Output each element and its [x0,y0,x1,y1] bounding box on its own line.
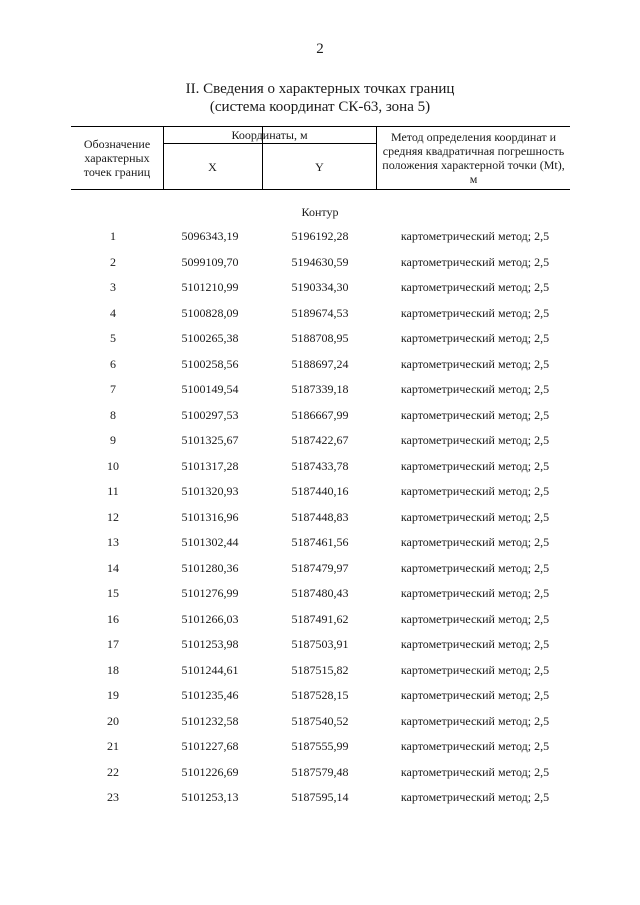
coord-y: 5188697,24 [291,356,349,371]
table-row [0,483,640,509]
point-number: 22 [107,764,119,779]
method-cell: картометрический метод; 2,5 [400,586,550,600]
coord-x: 5100297,53 [181,407,239,422]
table-row [0,381,640,407]
coord-y: 5187503,91 [291,637,349,651]
point-number: 17 [107,637,119,651]
section-label: Контур [301,205,339,219]
method-cell: картометрический метод; 2,5 [400,407,550,422]
coord-y: 5187480,43 [291,586,349,600]
table-row [0,254,640,280]
coord-x: 5101235,46 [181,688,239,702]
table-row [0,687,640,713]
coord-y: 5187448,83 [291,509,349,524]
table-body [0,228,640,815]
point-number: 6 [110,356,116,371]
coord-y: 5187440,16 [291,484,349,498]
coord-x: 5101280,36 [181,560,239,575]
table-row [0,458,640,484]
table-row [0,662,640,688]
coord-y: 5194630,59 [291,254,349,269]
table-row [0,611,640,637]
method-cell: картометрический метод; 2,5 [400,637,550,651]
coord-x: 5101253,13 [181,790,239,804]
method-cell: картометрический метод; 2,5 [400,458,550,473]
coord-x: 5101210,99 [181,280,239,294]
table-row [0,432,640,458]
coord-x: 5096343,19 [181,229,239,243]
method-cell: картометрический метод; 2,5 [400,509,550,524]
header-y: Y [315,159,324,174]
table-row [0,228,640,254]
table-row [0,407,640,433]
point-number: 7 [110,382,116,396]
method-cell: картометрический метод; 2,5 [400,280,550,294]
method-cell: картометрический метод; 2,5 [400,611,550,626]
point-number: 12 [107,509,119,524]
header-method: Метод определения координат и средняя квадратичная погрешность положения характерной точки (Mt), м [382,130,565,186]
title-line-1: II. Сведения о характерных точках границ [185,81,455,97]
method-cell: картометрический метод; 2,5 [400,484,550,498]
table-row [0,713,640,739]
coord-x: 5101227,68 [181,739,239,753]
coord-y: 5189674,53 [291,305,349,320]
point-number: 4 [110,305,116,320]
table-row [0,636,640,662]
point-number: 3 [110,280,116,294]
point-number: 8 [110,407,116,422]
method-cell: картометрический метод; 2,5 [400,713,550,728]
coord-y: 5190334,30 [291,280,349,294]
coord-y: 5187528,15 [291,688,349,702]
coord-x: 5101320,93 [181,484,239,498]
point-number: 9 [110,433,116,447]
point-number: 5 [110,331,116,345]
point-number: 19 [107,688,119,702]
point-number: 15 [107,586,119,600]
coord-x: 5100265,38 [181,331,239,345]
coord-x: 5101253,98 [181,637,239,651]
coord-y: 5187339,18 [291,382,349,396]
table-row [0,789,640,815]
coord-y: 5187595,14 [291,790,349,804]
coord-x: 5101325,67 [181,433,239,447]
table-row [0,534,640,560]
method-cell: картометрический метод; 2,5 [400,433,550,447]
table-row [0,560,640,586]
coord-x: 5100149,54 [181,382,239,396]
method-cell: картометрический метод; 2,5 [400,305,550,320]
coord-x: 5101266,03 [181,611,239,626]
table-row [0,585,640,611]
point-number: 10 [107,458,119,473]
method-cell: картометрический метод; 2,5 [400,739,550,753]
method-cell: картометрический метод; 2,5 [400,356,550,371]
table-row [0,305,640,331]
header-designation: Обозначение характерных точек границ [83,137,151,179]
method-cell: картометрический метод; 2,5 [400,764,550,779]
table-header [71,126,570,190]
method-cell: картометрический метод; 2,5 [400,229,550,243]
point-number: 21 [107,739,119,753]
coord-y: 5187540,52 [291,713,349,728]
table-row [0,764,640,790]
coord-y: 5187479,97 [291,560,349,575]
header-x: X [208,159,217,174]
point-number: 11 [107,484,119,498]
point-number: 13 [107,535,119,549]
page-number: 2 [316,41,324,57]
coord-x: 5101302,44 [181,535,239,549]
title-line-2: (система координат СК-63, зона 5) [209,99,431,115]
method-cell: картометрический метод; 2,5 [400,560,550,575]
coord-x: 5101316,96 [181,509,239,524]
coord-x: 5101276,99 [181,586,239,600]
point-number: 14 [107,560,119,575]
point-number: 18 [107,662,119,677]
point-number: 16 [107,611,119,626]
method-cell: картометрический метод; 2,5 [400,688,550,702]
document-title [0,80,640,116]
method-cell: картометрический метод; 2,5 [400,662,550,677]
coord-x: 5101317,28 [181,458,239,473]
table-row [0,738,640,764]
point-number: 20 [107,713,119,728]
point-number: 1 [110,229,116,243]
coord-x: 5101244,61 [181,662,239,677]
coord-y: 5196192,28 [291,229,349,243]
header-coordinates: Координаты, м [231,128,308,142]
coord-x: 5100258,56 [181,356,239,371]
coord-x: 5101226,69 [181,764,239,779]
coord-y: 5187579,48 [291,764,349,779]
coord-x: 5101232,58 [181,713,239,728]
point-number: 2 [110,254,116,269]
coord-x: 5100828,09 [181,305,239,320]
coord-y: 5186667,99 [291,407,349,422]
method-cell: картометрический метод; 2,5 [400,382,550,396]
coord-y: 5187555,99 [291,739,349,753]
method-cell: картометрический метод; 2,5 [400,790,550,804]
coord-x: 5099109,70 [181,254,239,269]
table-row [0,330,640,356]
coord-y: 5187461,56 [291,535,349,549]
method-cell: картометрический метод; 2,5 [400,331,550,345]
coord-y: 5188708,95 [291,331,349,345]
coord-y: 5187433,78 [291,458,349,473]
method-cell: картометрический метод; 2,5 [400,535,550,549]
table-row [0,279,640,305]
coord-y: 5187491,62 [291,611,349,626]
table-row [0,356,640,382]
point-number: 23 [107,790,119,804]
coord-y: 5187515,82 [291,662,349,677]
coord-y: 5187422,67 [291,433,349,447]
method-cell: картометрический метод; 2,5 [400,254,550,269]
table-row [0,509,640,535]
